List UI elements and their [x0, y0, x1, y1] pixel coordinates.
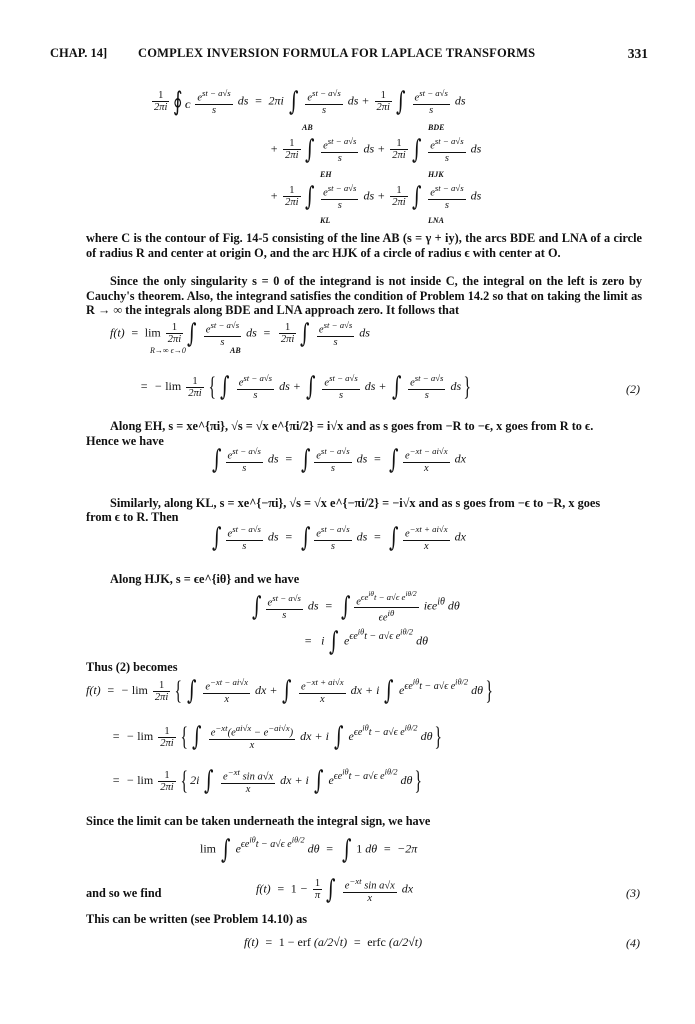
- paragraph-along-eh: Along EH, s = xe^{πi}, √s = √x e^{πi/2} = i√x and as s goes from −R to −ϵ, x goes from R to ϵ.: [110, 419, 594, 433]
- paragraph-hence: Hence we have: [86, 434, 164, 448]
- label-lna: LNA: [428, 216, 444, 225]
- equation-number-2: (2): [626, 382, 640, 396]
- chapter-label: CHAP. 14]: [50, 46, 108, 60]
- equation-number-4: (4): [626, 936, 640, 950]
- paragraph-contour-description: where C is the contour of Fig. 14-5 consisting of the line AB (s = γ + iy), the arcs BDE and LNA of a circle of radius R and center at origin O, and the arc HJK of a circle of radius ϵ with center at O.: [86, 231, 642, 260]
- label-ab: AB: [302, 123, 313, 132]
- paragraph-along-kl: Similarly, along KL, s = xe^{−πi}, √s = √x e^{−πi/2} = −i√x and as s goes from −ϵ to −R, x goes: [110, 496, 601, 510]
- contour-equation-line1: $\frac{1}{2\pi i}$ ∮ $_C$ $\frac{e^{st - a√s}}{s}$ ds = 2πi ∫ $\frac{e^{st - a√s}}{s}$ ds + $\frac{1}{2\pi i}$ ∫ $\frac{e^{st - a√s}}{s}$ ds: [154, 86, 466, 117]
- limit-under-equation: lim ∫ $e^{\epsilon e^{i\theta}t - a√\epsilon e^{i\theta/2}}$ dθ = ∫ 1 dθ = −2π: [200, 834, 418, 865]
- paragraph-cauchy: Since the only singularity s = 0 of the integrand is not inside C, the integral on the left is zero by Cauchy's theorem. Also, the integrand satisfies the condition of Problem 14.2 so that on taking the limit as R → ∞ the integrals along BDE and LNA approach zero. It follows that: [86, 274, 642, 318]
- hjk-integral-equation-2: = i ∫ $e^{\epsilon e^{i\theta}t - a√\epsilon e^{i\theta/2}}$ dθ: [304, 626, 428, 657]
- eh-integral-equation: ∫ $\frac{e^{st - a√s}}{s}$ ds = ∫ $\frac{e^{st - a√s}}{s}$ ds = ∫ $\frac{e^{-xt - ai√x}}{x}$ dx: [212, 444, 466, 475]
- label-eh: EH: [320, 170, 332, 179]
- paragraph-along-hjk: Along HJK, s = ϵe^{iθ} and we have: [110, 572, 300, 586]
- page-title: COMPLEX INVERSION FORMULA FOR LAPLACE TRANSFORMS: [138, 46, 536, 60]
- paragraph-then: from ϵ to R. Then: [86, 510, 179, 524]
- label-hjk: HJK: [428, 170, 444, 179]
- kl-integral-equation: ∫ $\frac{e^{st - a√s}}{s}$ ds = ∫ $\frac{e^{st - a√s}}{s}$ ds = ∫ $\frac{e^{-xt + ai√x}}{x}$ dx: [212, 522, 466, 553]
- erf-result-equation: f(t) = 1 − erf (a/2√t) = erfc (a/2√t): [244, 935, 423, 949]
- f-limit-equation-1: f(t) = lim $\frac{1}{2\pi i}$ ∫ $\frac{e^{st - a√s}}{s}$ ds = $\frac{1}{2\pi i}$ ∫ $\frac{e^{st - a√s}}{s}$ ds: [110, 318, 370, 349]
- big-equation-2: = − lim $\frac{1}{2\pi i}$ { ∫ $\frac{e^{-xt}(e^{ai√x} - e^{-ai√x})}{x}$ dx + i ∫ $e^{\epsilon e^{i\theta}t - a√\epsilon e^{i\theta/2}}$ dθ}: [112, 722, 443, 752]
- paragraph-thus: Thus (2) becomes: [86, 660, 178, 674]
- big-equation-1: f(t) = − lim $\frac{1}{2\pi i}$ { ∫ $\frac{e^{-xt - ai√x}}{x}$ dx + ∫ $\frac{e^{-xt + ai√x}}{x}$ dx + i ∫ $e^{\epsilon e^{i\theta}t - a√\epsilon e^{i\theta/2}}$ dθ}: [86, 676, 493, 706]
- f-result-equation: f(t) = 1 − $\frac{1}{\pi}$ ∫ $\frac{e^{-xt} \sin a√x}{x}$ dx: [256, 874, 414, 905]
- page-header: [50, 46, 648, 62]
- f-limit-equation-2: = − lim $\frac{1}{2\pi i}$ { ∫ $\frac{e^{st - a√s}}{s}$ ds + ∫ $\frac{e^{st - a√s}}{s}$ ds + ∫ $\frac{e^{st - a√s}}{s}$ ds}: [140, 372, 472, 402]
- hjk-integral-equation-1: ∫ $\frac{e^{st - a√s}}{s}$ ds = ∫ $\frac{e^{\epsilon e^{i\theta}t - a√\epsilon e^{i\theta/2}}}{\epsilon e^{i\theta}}$ iϵe$^{i\theta}$ dθ: [252, 590, 460, 624]
- paragraph-erf: This can be written (see Problem 14.10) as: [86, 912, 308, 926]
- contour-equation-line2: + $\frac{1}{2\pi i}$ ∫ $\frac{e^{st - a√s}}{s}$ ds + $\frac{1}{2\pi i}$ ∫ $\frac{e^{st - a√s}}{s}$ ds: [270, 134, 482, 165]
- equation-number-3: (3): [626, 886, 640, 900]
- label-ab-2: AB: [230, 346, 241, 355]
- paragraph-limit-under: Since the limit can be taken underneath the integral sign, we have: [86, 814, 431, 828]
- contour-equation-line3: + $\frac{1}{2\pi i}$ ∫ $\frac{e^{st - a√s}}{s}$ ds + $\frac{1}{2\pi i}$ ∫ $\frac{e^{st - a√s}}{s}$ ds: [270, 181, 482, 212]
- big-equation-3: = − lim $\frac{1}{2\pi i}$ { 2i ∫ $\frac{e^{-xt} \sin a√x}{x}$ dx + i ∫ $e^{\epsilon e^{i\theta}t - a√\epsilon e^{i\theta/2}}$ dθ}: [112, 766, 423, 796]
- label-kl: KL: [320, 216, 331, 225]
- page-number: 331: [627, 46, 648, 61]
- limit-sub-1: R→∞ ϵ→0: [150, 346, 186, 355]
- paragraph-so-we-find: and so we find: [86, 886, 162, 900]
- label-bde: BDE: [428, 123, 445, 132]
